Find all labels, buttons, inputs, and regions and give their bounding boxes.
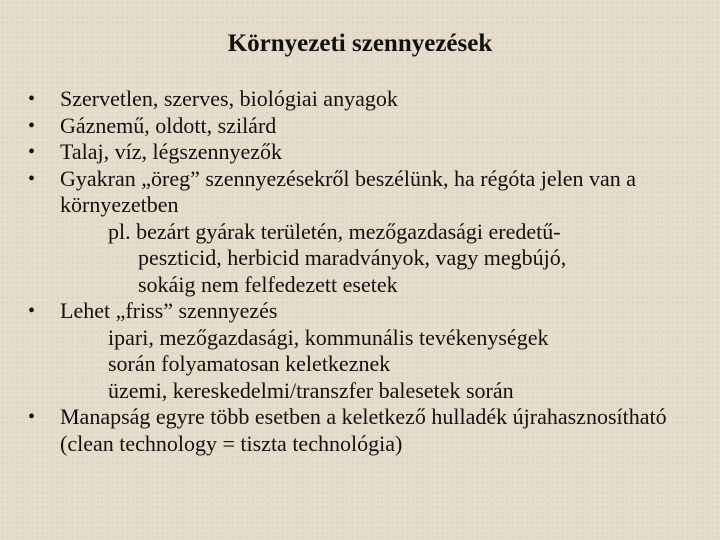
bullet-icon: • — [28, 167, 36, 190]
list-item — [28, 298, 708, 404]
bullet-list — [28, 86, 708, 457]
bullet-icon: • — [28, 114, 36, 137]
sub-item-text: pl. bezárt gyárak területén, mezőgazdasági eredetű- — [108, 218, 561, 244]
list-item — [28, 166, 708, 299]
bullet-text: Lehet „friss” szennyezés — [60, 298, 278, 323]
bullet-icon: • — [28, 88, 36, 110]
bullet-icon: • — [28, 300, 36, 322]
sub-item-text: üzemi, kereskedelmi/transzfer balesetek során — [108, 377, 514, 403]
sub-item-text: ipari, mezőgazdasági, kommunális tevékenységek — [108, 324, 549, 350]
list-item — [28, 86, 708, 113]
bullet-text: Gyakran „öreg” szennyezésekről beszélünk, ha régóta jelen van a környezetben — [60, 165, 636, 217]
slide-title: Környezeti szennyezések — [227, 30, 493, 57]
bullet-icon: • — [28, 141, 36, 163]
bullet-text: Talaj, víz, légszennyezők — [60, 139, 283, 164]
sub-item-text: során folyamatosan keletkeznek — [108, 351, 391, 376]
bullet-text: Manapság egyre több esetben a keletkező hulladék újrahasznosítható (clean technology = tiszta technológia) — [60, 404, 667, 456]
sub-item-text: sokáig nem felfedezett esetek — [138, 271, 398, 297]
list-item — [28, 404, 708, 457]
bullet-text: Gáznemű, oldott, szilárd — [60, 112, 277, 138]
list-item — [28, 139, 708, 166]
list-item — [28, 113, 708, 140]
sub-item-text: peszticid, herbicid maradványok, vagy megbújó, — [138, 245, 567, 270]
bullet-icon: • — [28, 406, 36, 428]
bullet-text: Szervetlen, szerves, biológiai anyagok — [60, 86, 398, 111]
